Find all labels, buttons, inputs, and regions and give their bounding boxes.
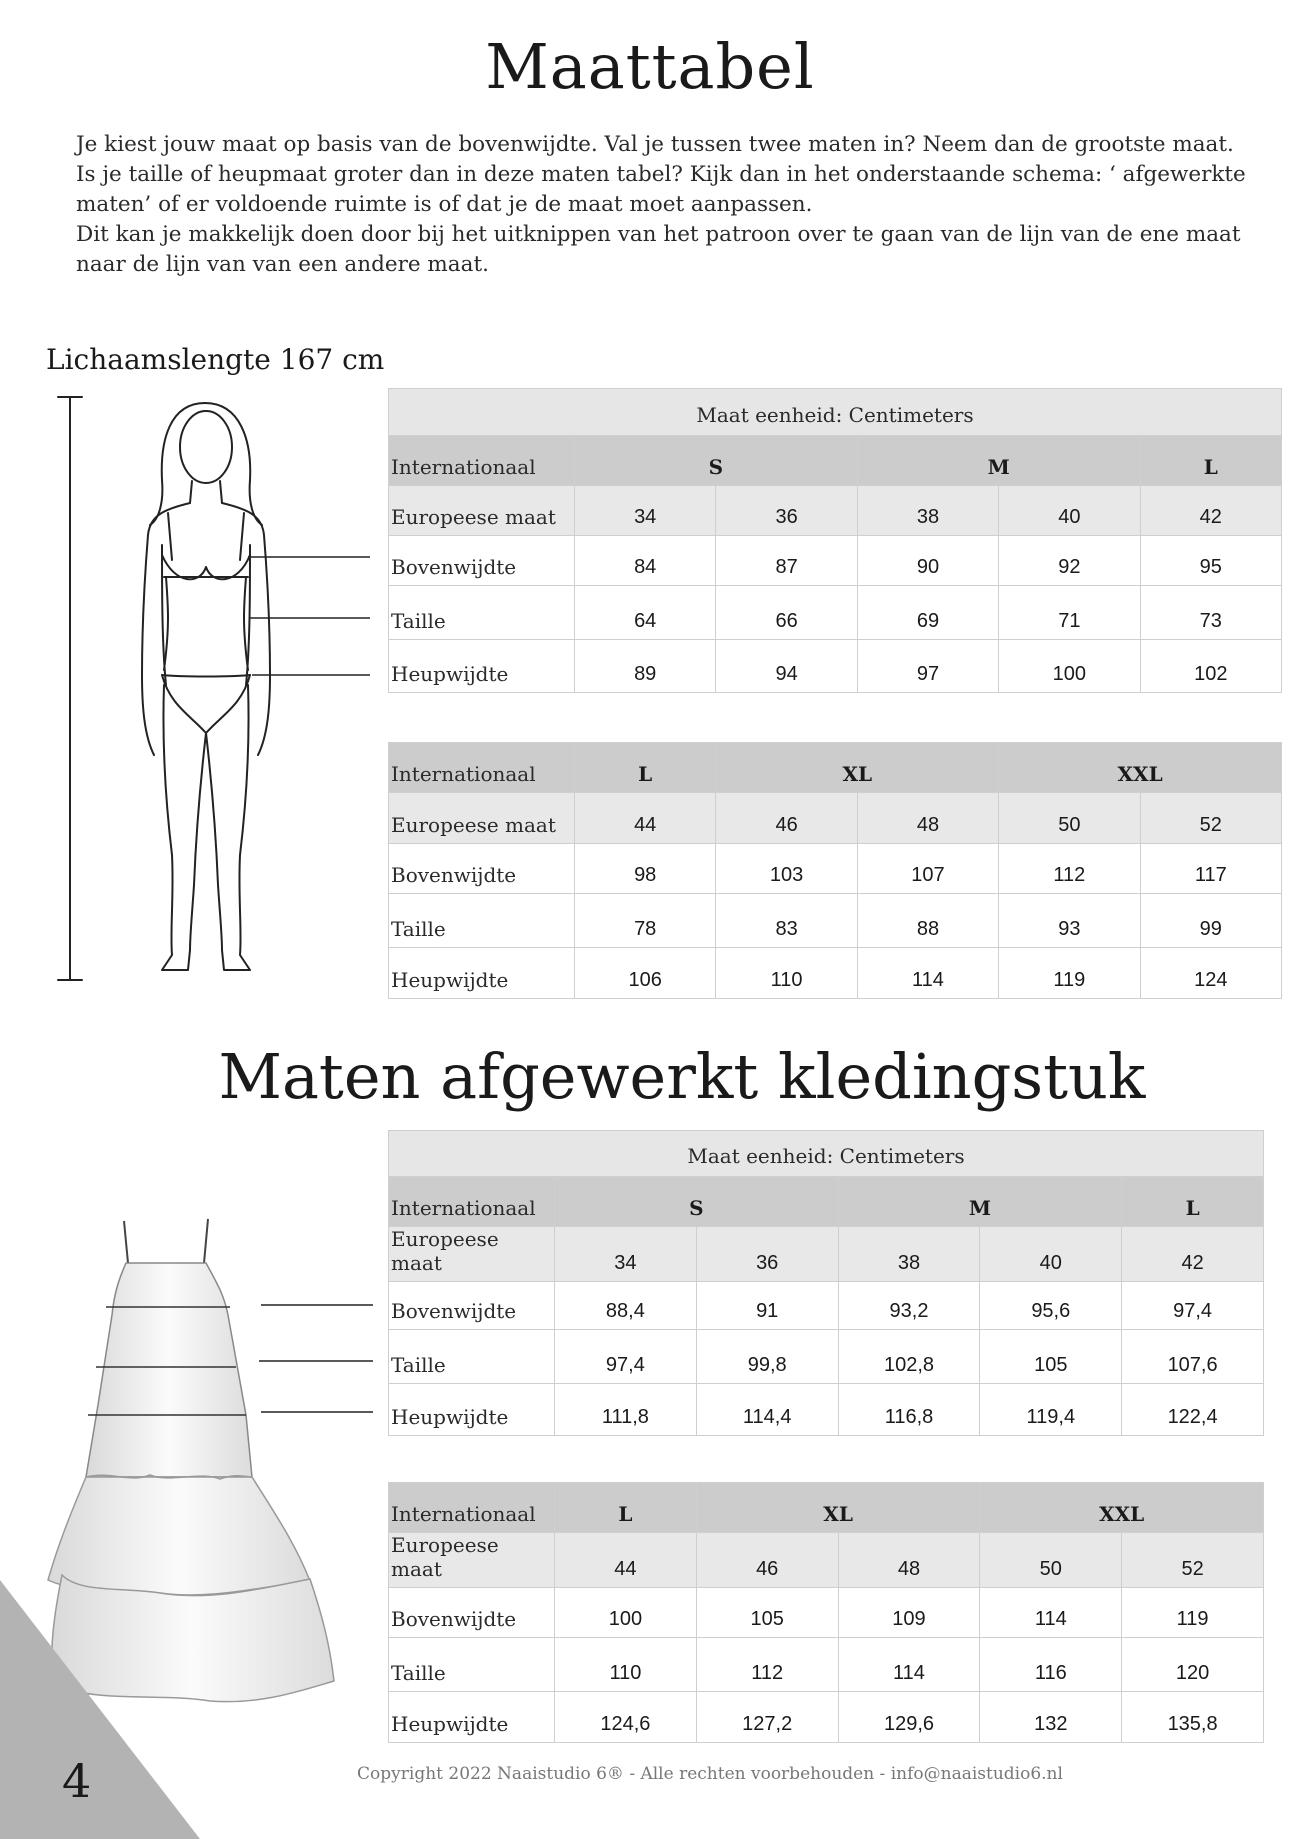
table-cell: 94 <box>716 640 857 693</box>
table-cell: 110 <box>716 948 857 999</box>
table-cell: 100 <box>999 640 1140 693</box>
table-cell: 114 <box>857 948 998 999</box>
size-group-cell: L <box>1122 1177 1264 1227</box>
international-row: Internationaal L XL XXL <box>389 1483 1264 1533</box>
table-cell: 93 <box>999 894 1140 948</box>
table-cell: 116,8 <box>838 1384 980 1436</box>
table-cell: 119 <box>1122 1588 1264 1638</box>
table-cell: 48 <box>838 1533 980 1588</box>
garment-title: Maten afgewerkt kledingstuk <box>218 1040 1146 1113</box>
hip-row: Heupwijdte 89 94 97 100 102 <box>389 640 1282 693</box>
size-group-cell: M <box>857 436 1140 486</box>
table-cell: 103 <box>716 844 857 894</box>
table-cell: 107 <box>857 844 998 894</box>
waist-row: Taille 64 66 69 71 73 <box>389 586 1282 640</box>
bust-row: Bovenwijdte 100 105 109 114 119 <box>389 1588 1264 1638</box>
unit-label: Maat eenheid: Centimeters <box>389 1131 1264 1177</box>
table-cell: 42 <box>1140 486 1281 536</box>
table-cell: 114 <box>980 1588 1122 1638</box>
table-cell: 124,6 <box>555 1692 697 1743</box>
table-cell: 50 <box>999 793 1140 844</box>
size-group-cell: XL <box>696 1483 980 1533</box>
hip-row: Heupwijdte 111,8 114,4 116,8 119,4 122,4 <box>389 1384 1264 1436</box>
size-group-cell: M <box>838 1177 1122 1227</box>
table-cell: 88 <box>857 894 998 948</box>
intro-paragraph-3: Dit kan je makkelijk doen door bij het uitknippen van het patroon over te gaan van de lijn van de ene maat naar de lijn van van een andere maat. <box>76 222 1241 277</box>
page-title: Maattabel <box>485 30 815 103</box>
european-size-row: Europeese maat 34 36 38 40 42 <box>389 1227 1264 1282</box>
intro-paragraph-2: Is je taille of heupmaat groter dan in deze maten tabel? Kijk dan in het onderstaande schema: ‘ afgewerkte maten’ of er voldoende ruimte is of dat je de maat moet aanpassen. <box>76 162 1246 217</box>
table-cell: 119 <box>999 948 1140 999</box>
table-cell: 111,8 <box>555 1384 697 1436</box>
table-cell: 132 <box>980 1692 1122 1743</box>
table-cell: 34 <box>555 1227 697 1282</box>
waist-row: Taille 78 83 88 93 99 <box>389 894 1282 948</box>
table-cell: 48 <box>857 793 998 844</box>
table-cell: 95 <box>1140 536 1281 586</box>
table-cell: 38 <box>857 486 998 536</box>
garment-measure-pointer-lines <box>255 1295 380 1425</box>
waist-row: Taille 110 112 114 116 120 <box>389 1638 1264 1692</box>
table-cell: 129,6 <box>838 1692 980 1743</box>
table-cell: 91 <box>696 1282 838 1330</box>
table-cell: 36 <box>716 486 857 536</box>
table-cell: 127,2 <box>696 1692 838 1743</box>
table-cell: 97,4 <box>1122 1282 1264 1330</box>
table-cell: 135,8 <box>1122 1692 1264 1743</box>
table-cell: 46 <box>696 1533 838 1588</box>
table-cell: 106 <box>575 948 716 999</box>
table-cell: 92 <box>999 536 1140 586</box>
table-cell: 105 <box>696 1588 838 1638</box>
table-cell: 117 <box>1140 844 1281 894</box>
table-cell: 119,4 <box>980 1384 1122 1436</box>
hip-row: Heupwijdte 124,6 127,2 129,6 132 135,8 <box>389 1692 1264 1743</box>
table-cell: 83 <box>716 894 857 948</box>
table-cell: 73 <box>1140 586 1281 640</box>
table-cell: 124 <box>1140 948 1281 999</box>
table-cell: 99 <box>1140 894 1281 948</box>
bust-row: Bovenwijdte 88,4 91 93,2 95,6 97,4 <box>389 1282 1264 1330</box>
table-cell: 107,6 <box>1122 1330 1264 1384</box>
copyright-footer: Copyright 2022 Naaistudio 6® - Alle rechten voorbehouden - info@naaistudio6.nl <box>357 1764 1063 1784</box>
table-cell: 120 <box>1122 1638 1264 1692</box>
table-cell: 102,8 <box>838 1330 980 1384</box>
table-cell: 112 <box>999 844 1140 894</box>
table-cell: 40 <box>980 1227 1122 1282</box>
table-cell: 38 <box>838 1227 980 1282</box>
garment-size-table-2 <box>388 1482 1264 1743</box>
table-cell: 52 <box>1122 1533 1264 1588</box>
table-cell: 84 <box>575 536 716 586</box>
table-cell: 34 <box>575 486 716 536</box>
unit-row <box>389 389 1282 436</box>
table-cell: 122,4 <box>1122 1384 1264 1436</box>
bust-row: Bovenwijdte 98 103 107 112 117 <box>389 844 1282 894</box>
size-group-cell: XXL <box>999 743 1282 793</box>
size-group-cell: S <box>555 1177 839 1227</box>
table-cell: 78 <box>575 894 716 948</box>
european-size-row: Europeese maat 34 36 38 40 42 <box>389 486 1282 536</box>
page-number: 4 <box>62 1754 92 1808</box>
size-group-cell: L <box>575 743 716 793</box>
table-cell: 95,6 <box>980 1282 1122 1330</box>
table-cell: 50 <box>980 1533 1122 1588</box>
body-figure-illustration <box>50 385 390 985</box>
table-cell: 89 <box>575 640 716 693</box>
table-cell: 110 <box>555 1638 697 1692</box>
size-group-cell: L <box>1140 436 1281 486</box>
body-size-table-1 <box>388 388 1282 693</box>
table-cell: 102 <box>1140 640 1281 693</box>
table-cell: 71 <box>999 586 1140 640</box>
corner-triangle-decoration <box>0 1580 200 1839</box>
size-group-cell: S <box>575 436 858 486</box>
table-cell: 100 <box>555 1588 697 1638</box>
international-row: Internationaal S M L <box>389 1177 1264 1227</box>
size-group-cell: XXL <box>980 1483 1264 1533</box>
table-cell: 114 <box>838 1638 980 1692</box>
european-size-row: Europeese maat 44 46 48 50 52 <box>389 1533 1264 1588</box>
bust-row: Bovenwijdte 84 87 90 92 95 <box>389 536 1282 586</box>
size-group-cell: XL <box>716 743 999 793</box>
international-row: Internationaal L XL XXL <box>389 743 1282 793</box>
waist-row: Taille 97,4 99,8 102,8 105 107,6 <box>389 1330 1264 1384</box>
table-cell: 116 <box>980 1638 1122 1692</box>
table-cell: 44 <box>575 793 716 844</box>
table-cell: 93,2 <box>838 1282 980 1330</box>
table-cell: 105 <box>980 1330 1122 1384</box>
body-length-label: Lichaamslengte 167 cm <box>46 343 385 376</box>
intro-text <box>76 130 1256 280</box>
table-cell: 88,4 <box>555 1282 697 1330</box>
table-cell: 64 <box>575 586 716 640</box>
table-cell: 99,8 <box>696 1330 838 1384</box>
table-cell: 97,4 <box>555 1330 697 1384</box>
table-cell: 66 <box>716 586 857 640</box>
height-measure-bar <box>58 397 82 980</box>
international-row: Internationaal S M L <box>389 436 1282 486</box>
table-cell: 87 <box>716 536 857 586</box>
table-cell: 44 <box>555 1533 697 1588</box>
european-size-row: Europeese maat 44 46 48 50 52 <box>389 793 1282 844</box>
table-cell: 90 <box>857 536 998 586</box>
table-cell: 112 <box>696 1638 838 1692</box>
intro-paragraph-1: Je kiest jouw maat op basis van de bovenwijdte. Val je tussen twee maten in? Neem dan de grootste maat. <box>76 132 1234 157</box>
table-cell: 42 <box>1122 1227 1264 1282</box>
table-cell: 69 <box>857 586 998 640</box>
table-cell: 46 <box>716 793 857 844</box>
table-cell: 114,4 <box>696 1384 838 1436</box>
table-cell: 98 <box>575 844 716 894</box>
unit-row <box>389 1131 1264 1177</box>
hip-row: Heupwijdte 106 110 114 119 124 <box>389 948 1282 999</box>
unit-label: Maat eenheid: Centimeters <box>389 389 1282 436</box>
table-cell: 52 <box>1140 793 1281 844</box>
size-group-cell: L <box>555 1483 697 1533</box>
garment-size-table-1 <box>388 1130 1264 1436</box>
table-cell: 40 <box>999 486 1140 536</box>
table-cell: 97 <box>857 640 998 693</box>
body-size-table-2 <box>388 742 1282 999</box>
table-cell: 109 <box>838 1588 980 1638</box>
table-cell: 36 <box>696 1227 838 1282</box>
